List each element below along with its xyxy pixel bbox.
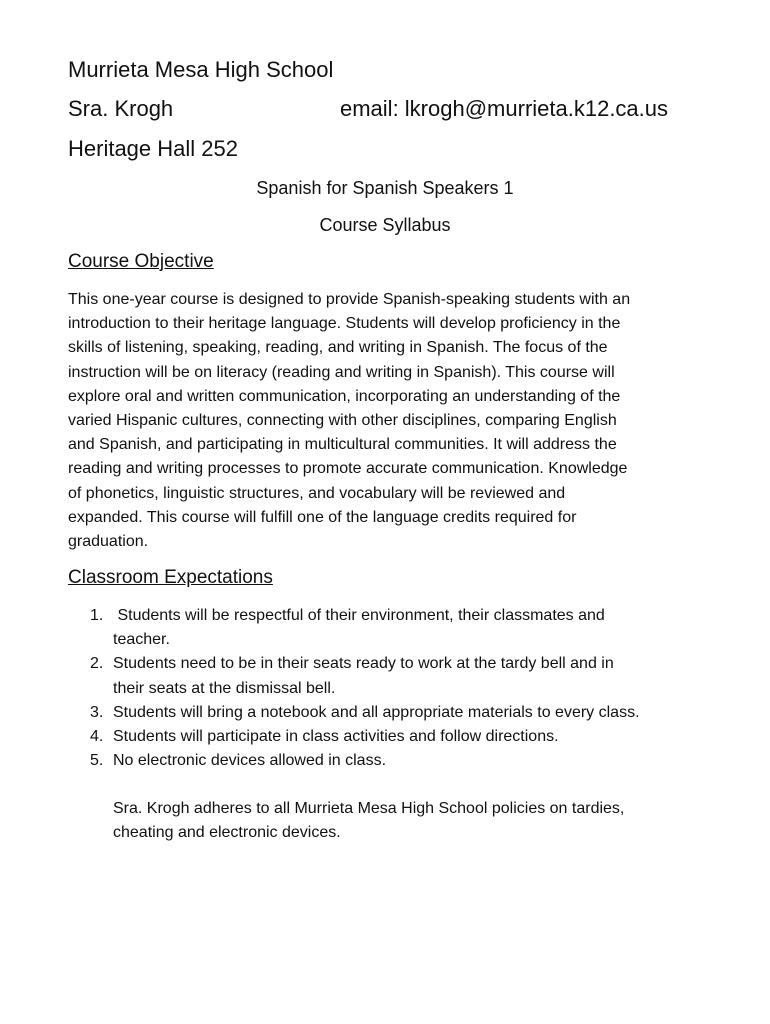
policy-note	[113, 797, 624, 845]
policy-note-line: cheating and electronic devices.	[113, 824, 341, 842]
objective-line: expanded. This course will fulfill one of the language credits required for	[68, 508, 577, 526]
list-item-text: Students will participate in class activities and follow directions.	[113, 728, 559, 746]
list-item	[90, 701, 710, 725]
policy-note-line: Sra. Krogh adheres to all Murrieta Mesa High School policies on tardies,	[113, 800, 625, 817]
school-name: Murrieta Mesa High School	[68, 57, 334, 82]
list-number: 5.	[90, 752, 104, 770]
list-item-text: Students will be respectful of their environment, their classmates and	[113, 607, 605, 624]
objective-line: skills of listening, speaking, reading, and writing in Spanish. The focus of the	[68, 339, 608, 357]
room-location: Heritage Hall 252	[68, 136, 238, 161]
objective-line: graduation.	[68, 533, 149, 551]
objective-line: introduction to their heritage language. Students will develop proficiency in the	[68, 315, 621, 333]
list-item	[90, 652, 710, 700]
list-item-text: Students need to be in their seats ready to work at the tardy bell and in	[113, 655, 614, 673]
list-number: 4.	[90, 728, 104, 746]
objective-line: This one-year course is designed to provide Spanish-speaking students with an	[68, 291, 631, 308]
objective-line: and Spanish, and participating in multicultural communities. It will address the	[68, 436, 617, 454]
course-title: Spanish for Spanish Speakers 1	[256, 178, 514, 198]
expectations-heading: Classroom Expectations	[68, 567, 273, 588]
list-number: 1.	[90, 607, 104, 624]
objective-line: reading and writing processes to promote accurate communication. Knowledge	[68, 460, 628, 478]
list-item-text: Students will bring a notebook and all appropriate materials to every class.	[113, 703, 640, 721]
course-subtitle: Course Syllabus	[319, 215, 451, 235]
list-item	[90, 725, 710, 749]
objective-line: varied Hispanic cultures, connecting with other disciplines, comparing English	[68, 412, 617, 430]
expectations-list	[90, 604, 710, 773]
objective-heading: Course Objective	[68, 251, 214, 272]
list-item	[90, 604, 710, 652]
objective-line: of phonetics, linguistic structures, and vocabulary will be reviewed and	[68, 484, 566, 502]
list-number: 2.	[90, 655, 104, 673]
teacher-name: Sra. Krogh	[68, 96, 174, 121]
objective-line: instruction will be on literacy (reading and writing in Spanish). This course will	[68, 363, 615, 381]
list-item	[90, 749, 710, 773]
objective-paragraph	[68, 288, 698, 554]
list-number: 3.	[90, 703, 104, 721]
list-item-text: teacher.	[113, 631, 170, 649]
list-item-text: No electronic devices allowed in class.	[113, 752, 387, 770]
objective-line: explore oral and written communication, incorporating an understanding of the	[68, 387, 621, 405]
list-item-text: their seats at the dismissal bell.	[113, 679, 336, 697]
teacher-email: email: lkrogh@murrieta.k12.ca.us	[340, 96, 669, 121]
